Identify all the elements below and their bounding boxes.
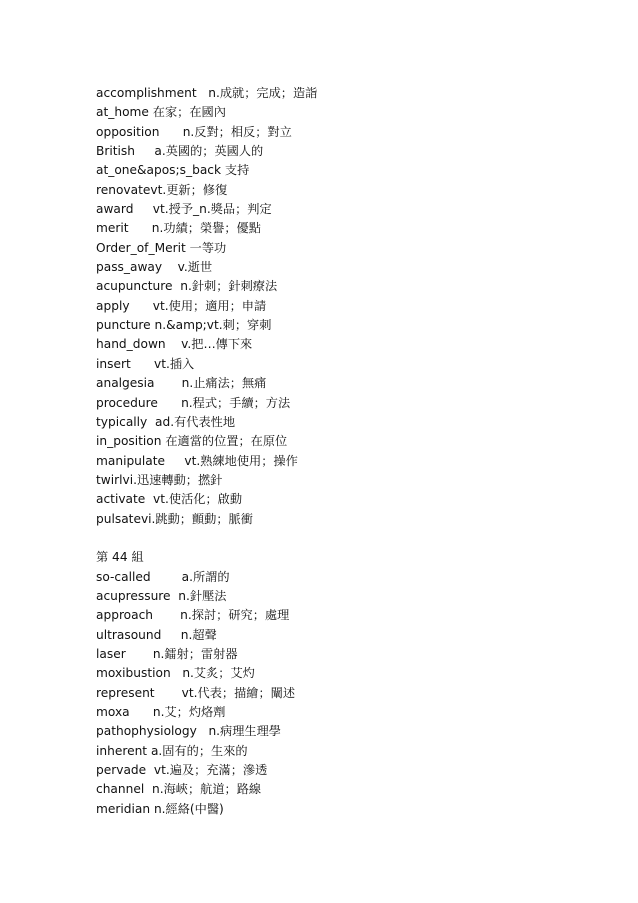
vocab-line: accomplishment n.成就；完成；造詣	[96, 86, 318, 100]
vocab-line: moxibustion n.艾炙；艾灼	[96, 666, 255, 681]
vocab-line: Order_of_Merit 一等功	[96, 240, 227, 255]
vocab-line: manipulate vt.熟練地使用；操作	[96, 453, 298, 468]
vocab-line: laser n.鐳射；雷射器	[96, 646, 238, 661]
vocab-line: approach n.探討；研究；處理	[96, 608, 290, 623]
vocab-line: analgesia n.止痛法；無痛	[96, 376, 267, 391]
vocab-line: channel n.海峽；航道；路線	[96, 782, 262, 797]
vocab-line: typically ad.有代表性地	[96, 414, 236, 429]
vocab-line: ultrasound n.超聲	[96, 627, 217, 642]
vocab-line: opposition n.反對；相反；對立	[96, 124, 292, 139]
vocab-line: represent vt.代表；描繪；闡述	[96, 685, 296, 700]
vocab-line: pulsatevi.跳動；顫動；脈衝	[96, 511, 253, 526]
vocab-line: acupuncture n.針刺；針刺療法	[96, 279, 278, 294]
vocab-line: in_position 在適當的位置；在原位	[96, 434, 288, 449]
vocab-line: activate vt.使活化；啟動	[96, 492, 243, 507]
vocab-line: twirlvi.迅速轉動；撚針	[96, 472, 223, 487]
vocab-line: pervade vt.遍及；充滿；滲透	[96, 763, 268, 778]
document-page	[96, 84, 576, 819]
vocab-line: hand_down v.把…傳下來	[96, 337, 253, 352]
vocabulary-list-1	[96, 84, 576, 529]
vocab-line: puncture n.&amp;vt.刺；穿刺	[96, 318, 272, 333]
vocab-line: acupressure n.針壓法	[96, 588, 227, 603]
vocab-line: at_one&apos;s_back 支持	[96, 163, 250, 178]
blank-line	[96, 529, 576, 548]
vocab-line: merit n.功績；榮譽；優點	[96, 221, 261, 236]
vocab-line: apply vt.使用；適用；申請	[96, 298, 267, 313]
vocab-line: pass_away v.逝世	[96, 260, 213, 275]
vocab-line: meridian n.經絡(中醫)	[96, 801, 224, 816]
vocab-line: renovatevt.更新；修復	[96, 182, 228, 197]
group-heading: 第 44 組	[96, 550, 144, 565]
vocab-line: inherent a.固有的；生來的	[96, 743, 248, 758]
vocab-line: at_home 在家；在國內	[96, 105, 226, 120]
vocab-line: insert vt.插入	[96, 356, 195, 371]
vocab-line: pathophysiology n.病理生理學	[96, 724, 281, 739]
vocab-line: moxa n.艾；灼烙劑	[96, 705, 226, 719]
vocab-line: so-called a.所謂的	[96, 569, 230, 584]
vocab-line: procedure n.程式；手續；方法	[96, 395, 291, 410]
vocab-line: British a.英國的；英國人的	[96, 144, 264, 159]
vocab-line: award vt.授予_n.獎品；判定	[96, 202, 272, 217]
vocabulary-list-2	[96, 568, 576, 819]
